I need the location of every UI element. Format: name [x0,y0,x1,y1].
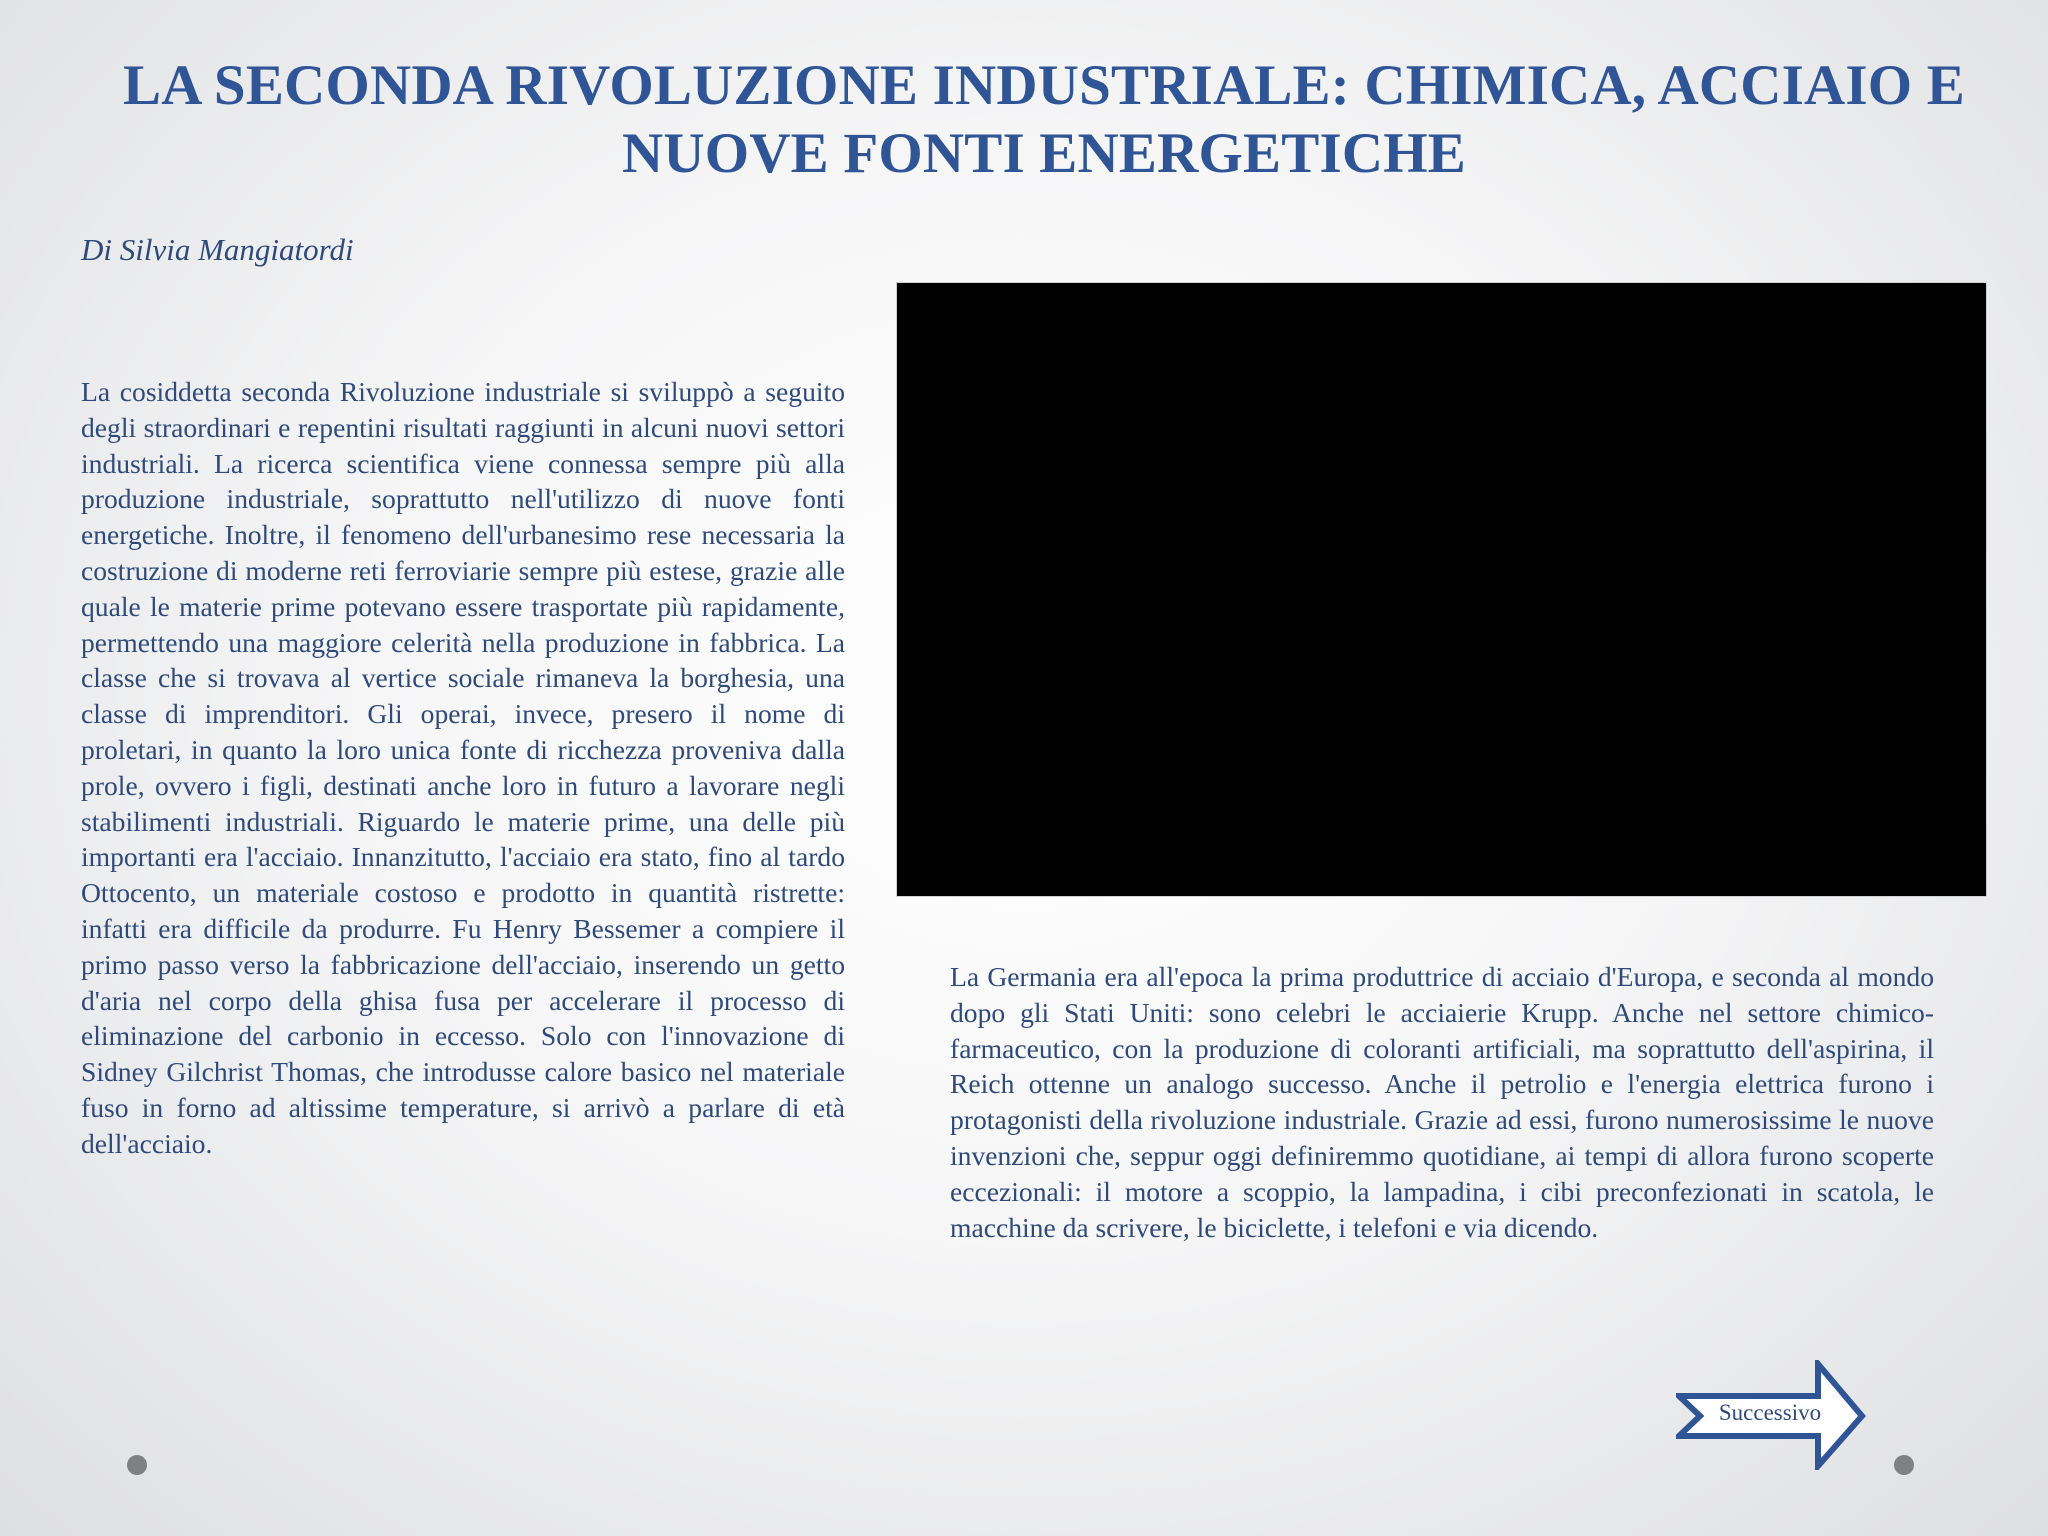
circle-dot-icon [127,1455,147,1475]
embedded-video[interactable] [897,283,1986,896]
circle-dot-icon [1894,1455,1914,1475]
next-button-label: Successivo [1718,1400,1822,1425]
slide-title: LA SECONDA RIVOLUZIONE INDUSTRIALE: CHIMICA, ACCIAIO E NUOVE FONTI ENERGETICHE [123,54,1965,185]
author-line: Di Silvia Mangiatordi [81,232,354,267]
body-text-left: La cosiddetta seconda Rivoluzione industriale si sviluppò a seguito degli straordinari e repentini risultati raggiunti in alcuni nuovi settori industriali. La ricerca scientifica viene connessa sempre più alla produzione industriale, soprattutto nell'utilizzo di nuove fonti energetiche. Inoltre, il fenomeno dell'urbanesimo rese necessaria la costruzione di moderne reti ferroviarie sempre più estese, grazie alle quale le materie prime potevano essere trasportate più rapidamente, permettendo una maggiore celerità nella produzione in fabbrica. La classe che si trovava al vertice sociale rimaneva la borghesia, una classe di imprenditori. Gli operai, invece, presero il nome di proletari, in quanto la loro unica fonte di ricchezza proveniva dalla prole, ovvero i figli, destinati anche loro in futuro a lavorare negli stabilimenti industriali. Riguardo le materie prime, una delle più importanti era l'acciaio. Innanzitutto, l'acciaio era stato, fino al tardo Ottocento, un materiale costoso e prodotto in quantità ristrette: infatti era difficile da produrre. Fu Henry Bessemer a compiere il primo passo verso la fabbricazione dell'acciaio, inserendo un getto d'aria nel corpo della ghisa fusa per accelerare il processo di eliminazione del carbonio in eccesso. Solo con l'innovazione di Sidney Gilchrist Thomas, che introdusse calore basico nel materiale fuso in forno ad altissime temperature, si arrivò a parlare di età dell'acciaio. [81,376,845,1159]
body-text-right: La Germania era all'epoca la prima produttrice di acciaio d'Europa, e seconda al mondo dopo gli Stati Uniti: sono celebri le acciaierie Krupp. Anche nel settore chimico-farmaceutico, con la produzione di coloranti artificiali, ma soprattutto dell'aspirina, il Reich ottenne un analogo successo. Anche il petrolio e l'energia elettrica furono i protagonisti della rivoluzione industriale. Grazie ad essi, furono numerosissime le nuove invenzioni che, seppur oggi definiremmo quotidiane, ai tempi di allora furono scoperte eccezionali: il motore a scoppio, la lampadina, i cibi preconfezionati in scatola, le macchine da scrivere, le biciclette, i telefoni e via dicendo. [950,961,1934,1243]
next-slide-button[interactable] [1676,1360,1868,1470]
